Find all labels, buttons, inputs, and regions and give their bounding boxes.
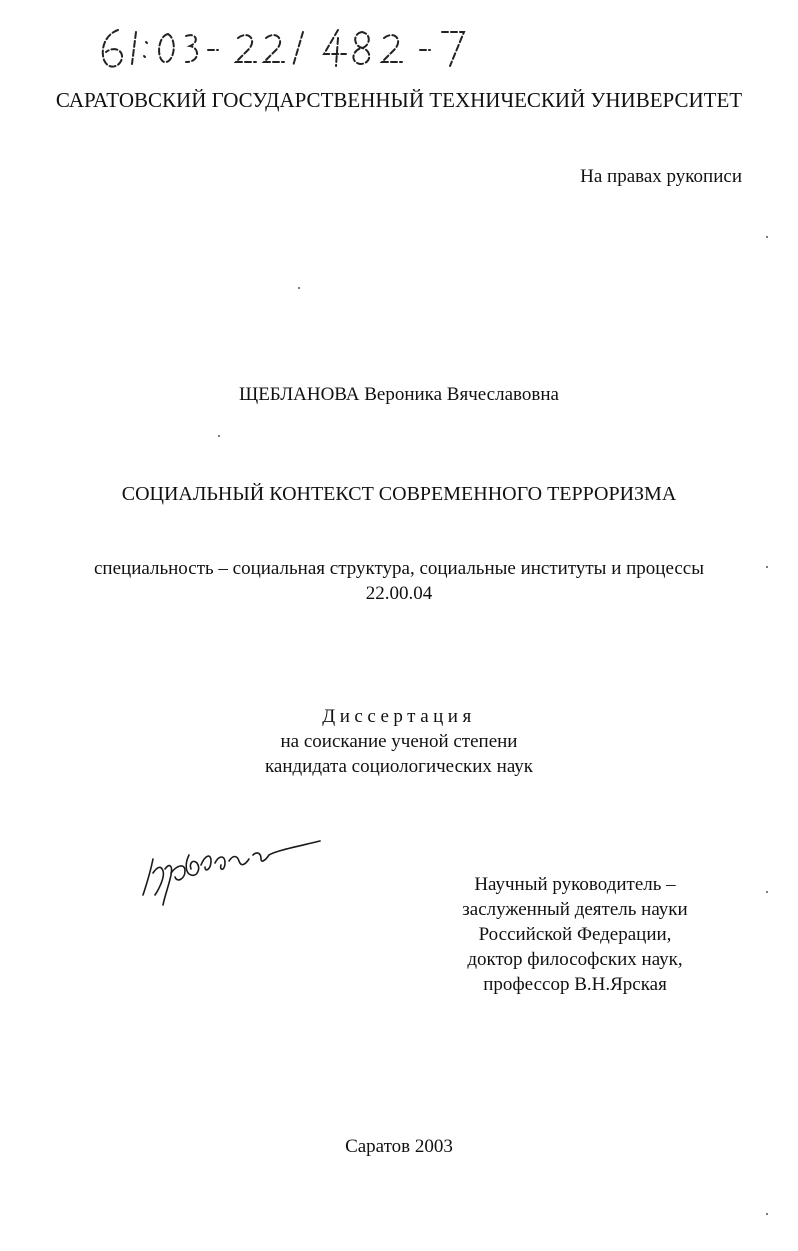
specialty-block xyxy=(0,556,798,606)
supervisor-block xyxy=(410,872,740,997)
university-name: САРАТОВСКИЙ ГОСУДАРСТВЕННЫЙ ТЕХНИЧЕСКИЙ УНИВЕРСИТЕТ xyxy=(55,88,743,112)
author-signature xyxy=(135,825,325,910)
scan-speck xyxy=(298,287,300,289)
city-year: Саратов 2003 xyxy=(345,1136,453,1157)
dissertation-block xyxy=(0,704,798,779)
supervisor-line-4: доктор философских наук, xyxy=(467,949,683,970)
scan-speck xyxy=(218,435,220,437)
supervisor-line-1: Научный руководитель – xyxy=(474,874,676,895)
dissertation-line-2: кандидата социологических наук xyxy=(264,756,534,777)
author-name: ЩЕБЛАНОВА Вероника Вячеславовна xyxy=(239,384,559,405)
supervisor-line-2: заслуженный деятель науки xyxy=(462,899,688,920)
dissertation-line-1: на соискание ученой степени xyxy=(280,731,518,752)
specialty-line: специальность – социальная структура, социальные институты и процессы xyxy=(94,558,704,579)
specialty-code: 22.00.04 xyxy=(365,583,433,604)
scan-speck xyxy=(766,1213,768,1215)
thesis-title: СОЦИАЛЬНЫЙ КОНТЕКСТ СОВРЕМЕННОГО ТЕРРОРИЗМА xyxy=(121,483,677,505)
scan-speck xyxy=(766,891,768,893)
scan-speck xyxy=(766,236,768,238)
handwritten-catalog-number xyxy=(88,18,478,78)
supervisor-line-3: Российской Федерации, xyxy=(478,924,672,945)
supervisor-line-5: профессор В.Н.Ярская xyxy=(483,974,667,995)
dissertation-heading: Диссертация xyxy=(322,706,476,727)
scan-speck xyxy=(766,566,768,568)
rights-note: На правах рукописи xyxy=(580,166,742,187)
